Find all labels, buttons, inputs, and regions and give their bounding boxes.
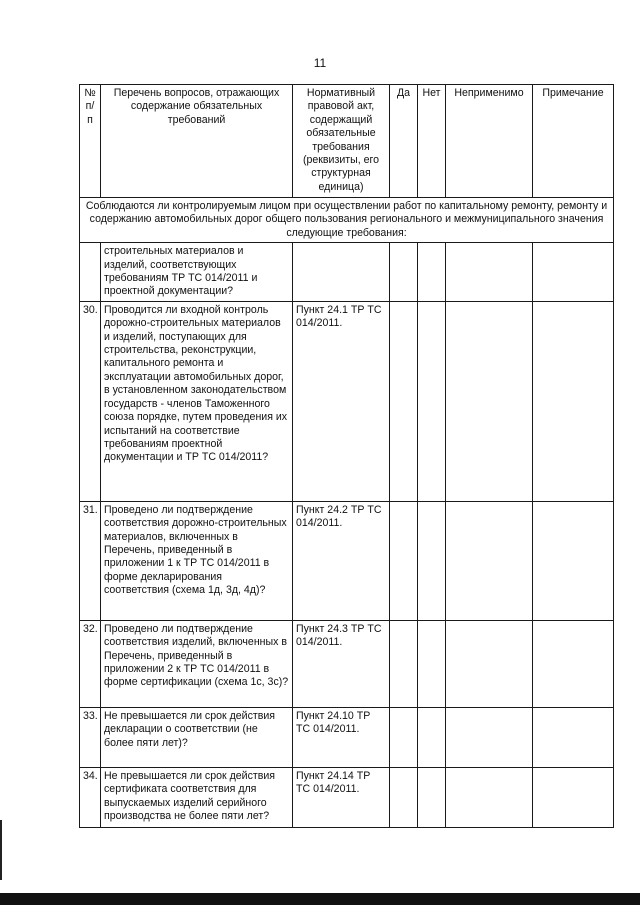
row-na-cell[interactable] (446, 243, 533, 302)
row-act: Пункт 24.10 ТР ТС 014/2011. (293, 707, 390, 767)
row-yes-cell[interactable] (390, 243, 418, 302)
row-question: Не превышается ли срок действия сертификата соответствия для выпускаемых изделий серийного производства не более пяти лет? (101, 767, 293, 827)
table-row (80, 707, 614, 767)
table-row (80, 501, 614, 620)
header-no: Нет (418, 85, 446, 198)
row-note-cell[interactable] (533, 301, 614, 501)
row-no-cell[interactable] (418, 707, 446, 767)
header-question-list: Перечень вопросов, отражающих содержание обязательных требований (101, 85, 293, 198)
row-note-cell[interactable] (533, 243, 614, 302)
row-yes-cell[interactable] (390, 301, 418, 501)
row-no-cell[interactable] (418, 501, 446, 620)
row-note-cell[interactable] (533, 707, 614, 767)
row-number: 33. (80, 707, 101, 767)
header-not-applicable: Неприменимо (446, 85, 533, 198)
row-na-cell[interactable] (446, 620, 533, 707)
row-act: Пункт 24.2 ТР ТС 014/2011. (293, 501, 390, 620)
row-na-cell[interactable] (446, 767, 533, 827)
row-no-cell[interactable] (418, 767, 446, 827)
row-number: 31. (80, 501, 101, 620)
row-note-cell[interactable] (533, 501, 614, 620)
row-question: Проведено ли подтверждение соответствия дорожно-строительных материалов, включенных в Перечень, приведенный в приложении 1 к ТР ТС 014/2011 в форме декларирования соответствия (схема 1д, 3д, 4д)? (101, 501, 293, 620)
row-number: 30. (80, 301, 101, 501)
row-number (80, 243, 101, 302)
row-no-cell[interactable] (418, 301, 446, 501)
row-act: Пункт 24.3 ТР ТС 014/2011. (293, 620, 390, 707)
row-na-cell[interactable] (446, 301, 533, 501)
row-note-cell[interactable] (533, 620, 614, 707)
section-title: Соблюдаются ли контролируемым лицом при осуществлении работ по капитальному ремонту, ремонту и содержанию автомобильных дорог общего пользования регионального и межмуниципального значения следующие требования: (80, 198, 614, 243)
page-number: 11 (313, 56, 327, 70)
row-no-cell[interactable] (418, 243, 446, 302)
row-no-cell[interactable] (418, 620, 446, 707)
header-regulatory-act: Нормативный правовой акт, содержащий обязательные требования (реквизиты, его структурная единица) (293, 85, 390, 198)
row-na-cell[interactable] (446, 501, 533, 620)
row-yes-cell[interactable] (390, 620, 418, 707)
table-row (80, 301, 614, 501)
row-yes-cell[interactable] (390, 501, 418, 620)
row-na-cell[interactable] (446, 707, 533, 767)
row-yes-cell[interactable] (390, 707, 418, 767)
row-question: Проведено ли подтверждение соответствия изделий, включенных в Перечень, приведенный в приложении 2 к ТР ТС 014/2011 в форме сертификации (схема 1с, 3с)? (101, 620, 293, 707)
header-yes: Да (390, 85, 418, 198)
section-row (80, 198, 614, 243)
table-row (80, 620, 614, 707)
table-row (80, 767, 614, 827)
row-question: Проводится ли входной контроль дорожно-строительных материалов и изделий, поступающих для строительства, реконструкции, капитального ремонта и эксплуатации автомобильных дорог, в установленном законодательством государств - членов Таможенного союза порядке, путем проведения их испытаний на соответствие требованиям проектной документации и ТР ТС 014/2011? (101, 301, 293, 501)
row-act (293, 243, 390, 302)
row-note-cell[interactable] (533, 767, 614, 827)
table-header-row (80, 85, 614, 198)
row-question: Не превышается ли срок действия декларации о соответствии (не более пяти лет)? (101, 707, 293, 767)
row-number: 32. (80, 620, 101, 707)
scan-edge-mark (0, 820, 2, 880)
header-note: Примечание (533, 85, 614, 198)
row-question: строительных материалов и изделий, соответствующих требованиям ТР ТС 014/2011 и проектной документации? (101, 243, 293, 302)
table-row (80, 243, 614, 302)
row-act: Пункт 24.14 ТР ТС 014/2011. (293, 767, 390, 827)
scan-bottom-edge (0, 893, 640, 905)
requirements-checklist-table (79, 84, 614, 828)
row-yes-cell[interactable] (390, 767, 418, 827)
header-number: № п/п (80, 85, 101, 198)
row-number: 34. (80, 767, 101, 827)
row-act: Пункт 24.1 ТР ТС 014/2011. (293, 301, 390, 501)
